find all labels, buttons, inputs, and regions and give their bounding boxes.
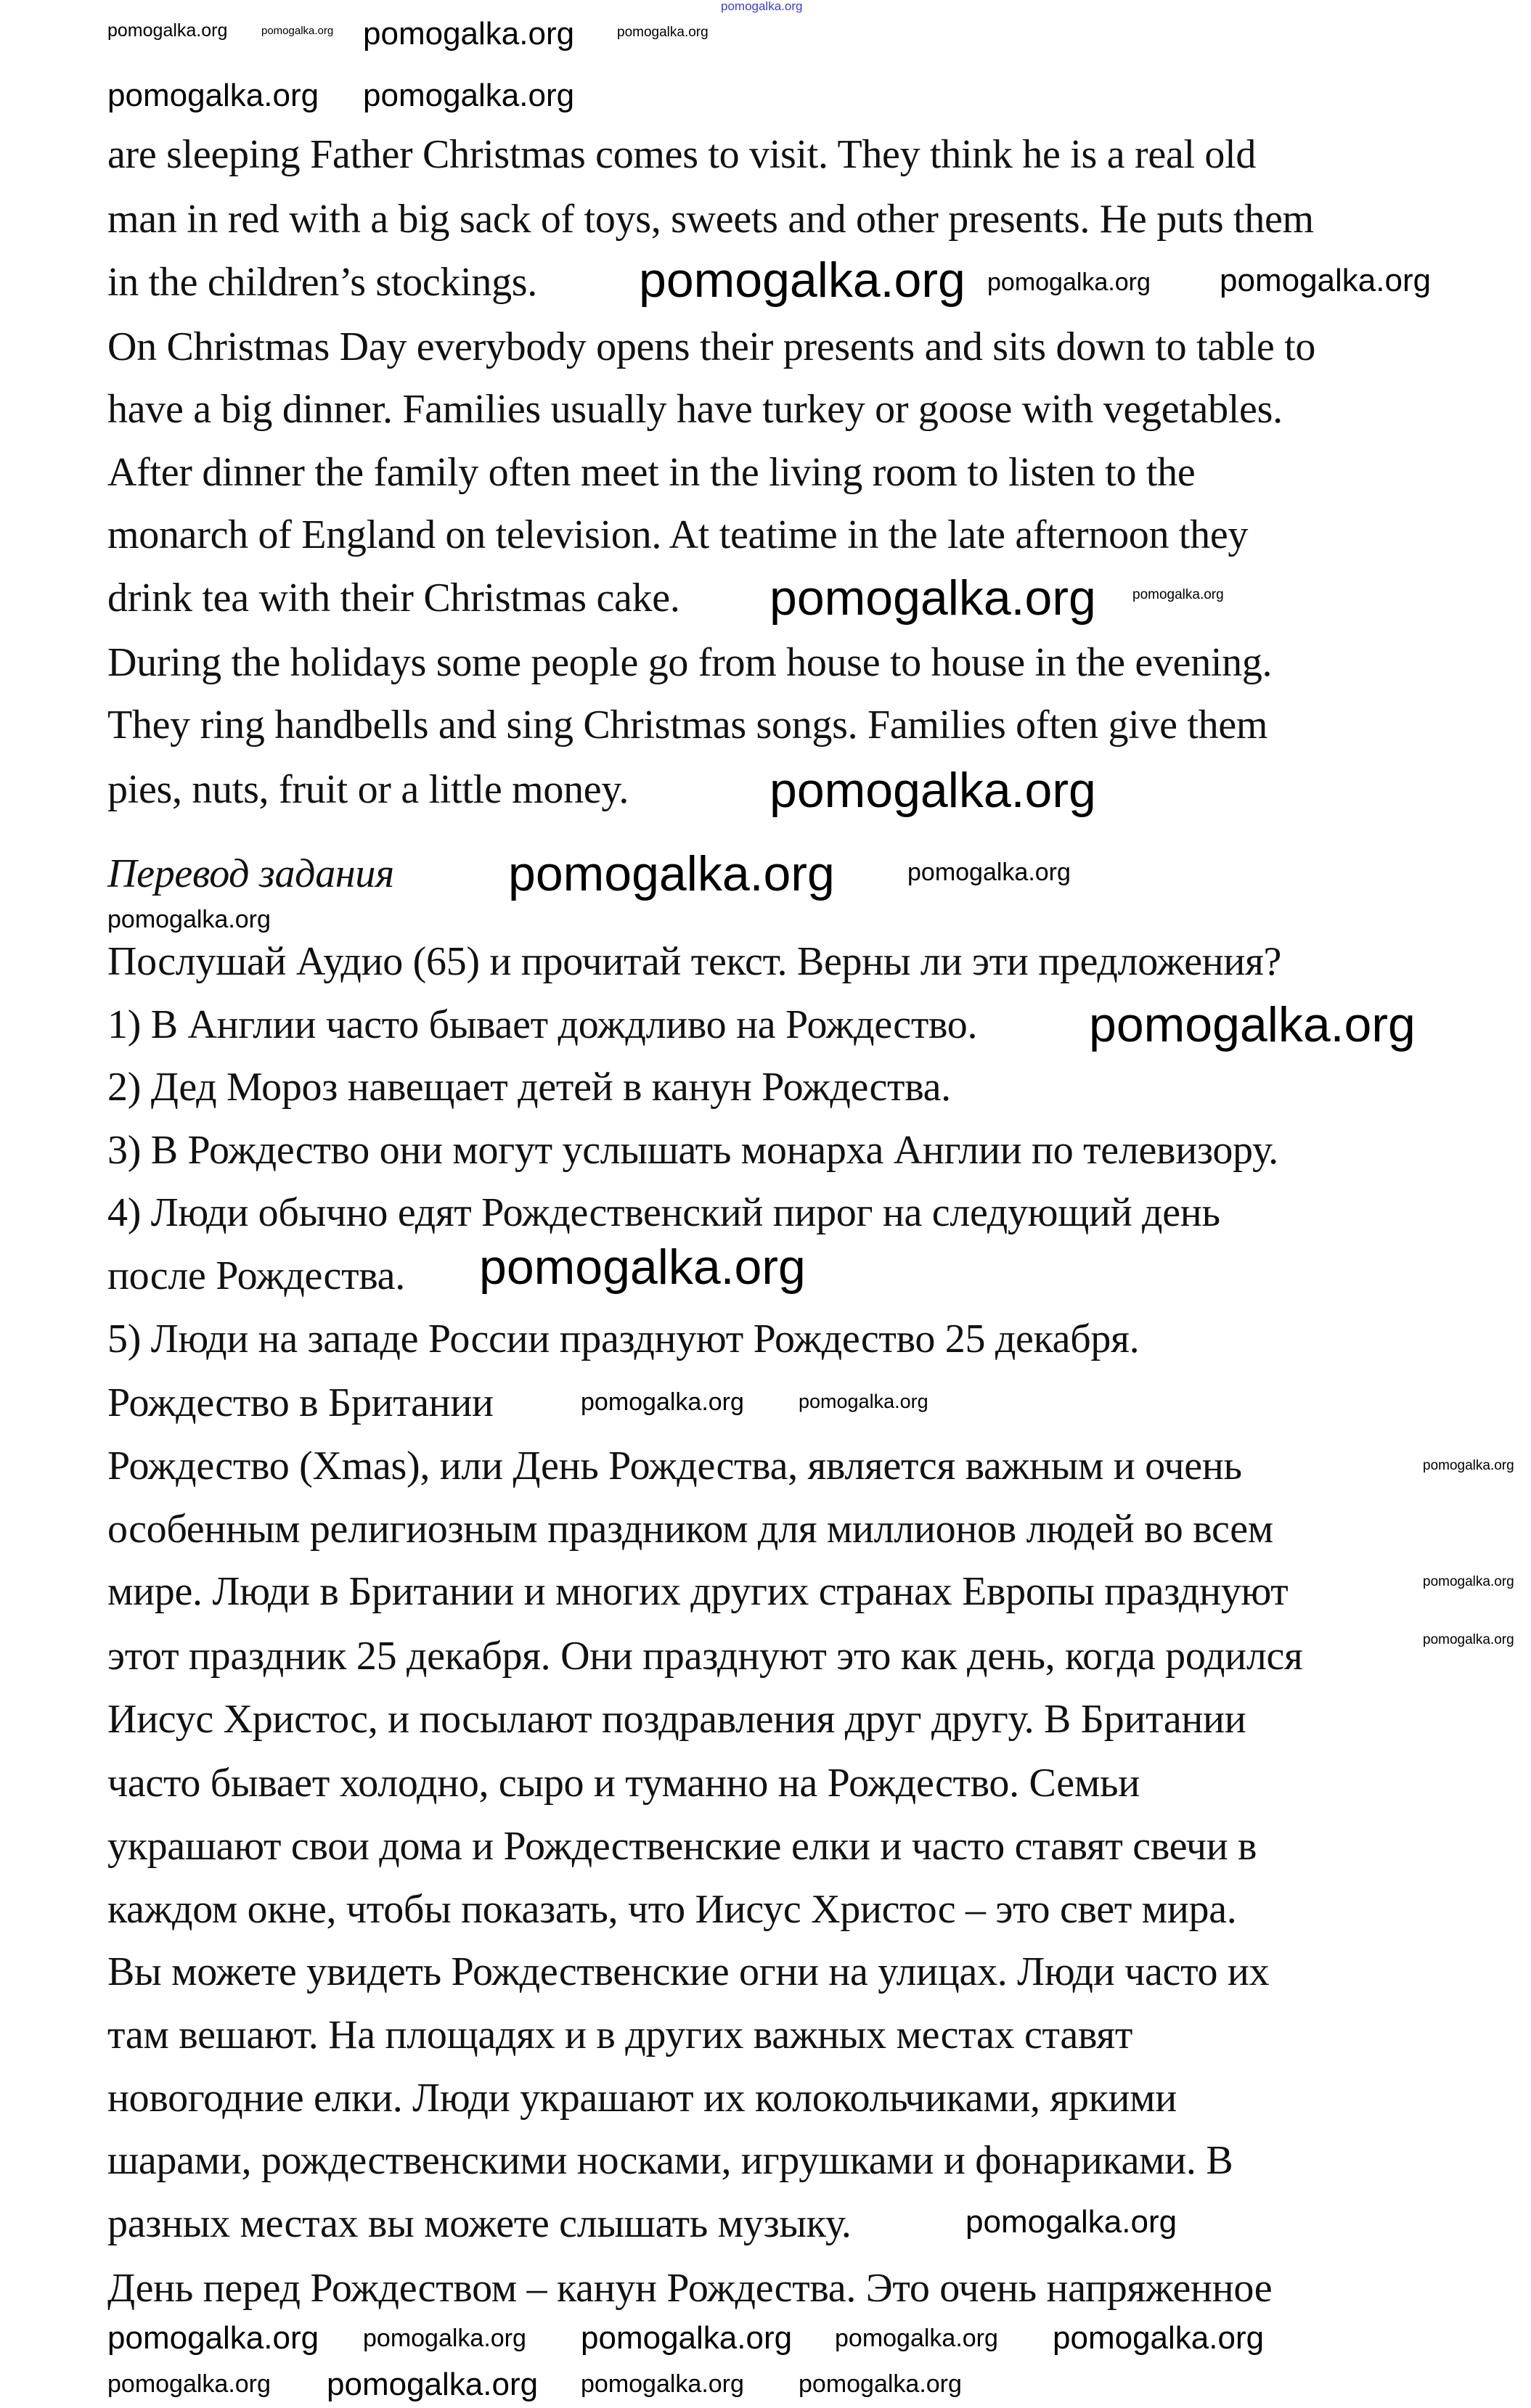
- watermark: pomogalka.org: [835, 2325, 998, 2352]
- watermark: pomogalka.org: [1053, 2320, 1265, 2356]
- watermark: pomogalka.org: [799, 2370, 962, 2398]
- text-line: шарами, рождественскими носками, игрушками и фонариками. В: [107, 2138, 1233, 2183]
- text-line: новогодние елки. Люди украшают их колокольчиками, яркими: [107, 2076, 1177, 2121]
- watermark: pomogalka.org: [907, 859, 1071, 886]
- watermark: pomogalka.org: [1423, 1632, 1514, 1647]
- watermark: pomogalka.org: [769, 763, 1096, 818]
- text-line: День перед Рождеством – канун Рождества. Это очень напряженное: [107, 2266, 1273, 2311]
- text-line: in the children’s stockings.: [107, 260, 537, 305]
- watermark: pomogalka.org: [508, 846, 835, 901]
- text-line: украшают свои дома и Рождественские елки и часто ставят свечи в: [107, 1824, 1257, 1869]
- watermark: pomogalka.org: [721, 0, 803, 13]
- watermark: pomogalka.org: [581, 2320, 793, 2356]
- watermark: pomogalka.org: [107, 20, 228, 41]
- text-line: Вы можете увидеть Рождественские огни на улицах. Люди часто их: [107, 1949, 1270, 1994]
- watermark: pomogalka.org: [107, 78, 319, 113]
- text-line: особенным религиозным праздником для миллионов людей во всем: [107, 1507, 1273, 1552]
- text-line: 5) Люди на западе России празднуют Рождество 25 декабря.: [107, 1316, 1140, 1361]
- watermark: pomogalka.org: [1423, 1574, 1514, 1589]
- text-line: are sleeping Father Christmas comes to visit. They think he is a real old: [107, 132, 1257, 177]
- watermark: pomogalka.org: [1423, 1458, 1514, 1473]
- watermark: pomogalka.org: [987, 269, 1151, 296]
- watermark: pomogalka.org: [769, 570, 1096, 626]
- watermark: pomogalka.org: [581, 1388, 744, 1416]
- text-line: On Christmas Day everybody opens their presents and sits down to table to: [107, 324, 1316, 369]
- text-line: 3) В Рождество они могут услышать монарха Англии по телевизору.: [107, 1128, 1278, 1173]
- watermark: pomogalka.org: [363, 78, 575, 113]
- watermark: pomogalka.org: [617, 25, 709, 40]
- text-line: monarch of England on television. At teatime in the late afternoon they: [107, 512, 1249, 557]
- text-line: разных местах вы можете слышать музыку.: [107, 2201, 852, 2246]
- watermark: pomogalka.org: [581, 2370, 744, 2398]
- watermark: pomogalka.org: [1089, 997, 1416, 1052]
- watermark: pomogalka.org: [479, 1240, 806, 1295]
- text-line: have a big dinner. Families usually have turkey or goose with vegetables.: [107, 387, 1283, 432]
- watermark: pomogalka.org: [107, 2370, 271, 2398]
- section-heading: Перевод задания: [107, 851, 394, 896]
- watermark: pomogalka.org: [363, 16, 575, 52]
- text-line: man in red with a big sack of toys, sweets and other presents. He puts them: [107, 197, 1314, 242]
- watermark: pomogalka.org: [639, 253, 965, 308]
- text-line: после Рождества.: [107, 1253, 405, 1298]
- watermark: pomogalka.org: [799, 1391, 928, 1412]
- text-title: Рождество в Британии: [107, 1380, 494, 1425]
- text-line: там вешают. На площадях и в других важных местах ставят: [107, 2012, 1132, 2057]
- text-line: мире. Люди в Британии и многих других странах Европы празднуют: [107, 1569, 1289, 1614]
- text-line: Послушай Аудио (65) и прочитай текст. Верны ли эти предложения?: [107, 939, 1282, 984]
- watermark: pomogalka.org: [363, 2325, 526, 2352]
- watermark: pomogalka.org: [1220, 263, 1432, 298]
- text-line: 2) Дед Мороз навещает детей в канун Рождества.: [107, 1065, 951, 1110]
- text-line: этот праздник 25 декабря. Они празднуют это как день, когда родился: [107, 1634, 1303, 1679]
- text-line: каждом окне, чтобы показать, что Иисус Христос – это свет мира.: [107, 1887, 1237, 1932]
- watermark: pomogalka.org: [261, 25, 334, 37]
- watermark: pomogalka.org: [1132, 587, 1224, 602]
- text-line: 1) В Англии часто бывает дождливо на Рождество.: [107, 1002, 978, 1047]
- text-line: 4) Люди обычно едят Рождественский пирог на следующий день: [107, 1190, 1220, 1235]
- watermark: pomogalka.org: [965, 2204, 1177, 2240]
- text-line: They ring handbells and sing Christmas songs. Families often give them: [107, 703, 1268, 748]
- text-line: pies, nuts, fruit or a little money.: [107, 767, 629, 812]
- text-line: часто бывает холодно, сыро и туманно на Рождество. Семьи: [107, 1761, 1140, 1806]
- text-line: After dinner the family often meet in the living room to listen to the: [107, 450, 1196, 495]
- text-line: During the holidays some people go from house to house in the evening.: [107, 640, 1273, 685]
- watermark: pomogalka.org: [107, 906, 271, 933]
- watermark: pomogalka.org: [107, 2320, 319, 2356]
- watermark: pomogalka.org: [327, 2367, 539, 2402]
- text-line: drink tea with their Christmas cake.: [107, 576, 680, 621]
- text-line: Иисус Христос, и посылают поздравления друг другу. В Британии: [107, 1697, 1246, 1742]
- text-line: Рождество (Xmas), или День Рождества, является важным и очень: [107, 1443, 1242, 1488]
